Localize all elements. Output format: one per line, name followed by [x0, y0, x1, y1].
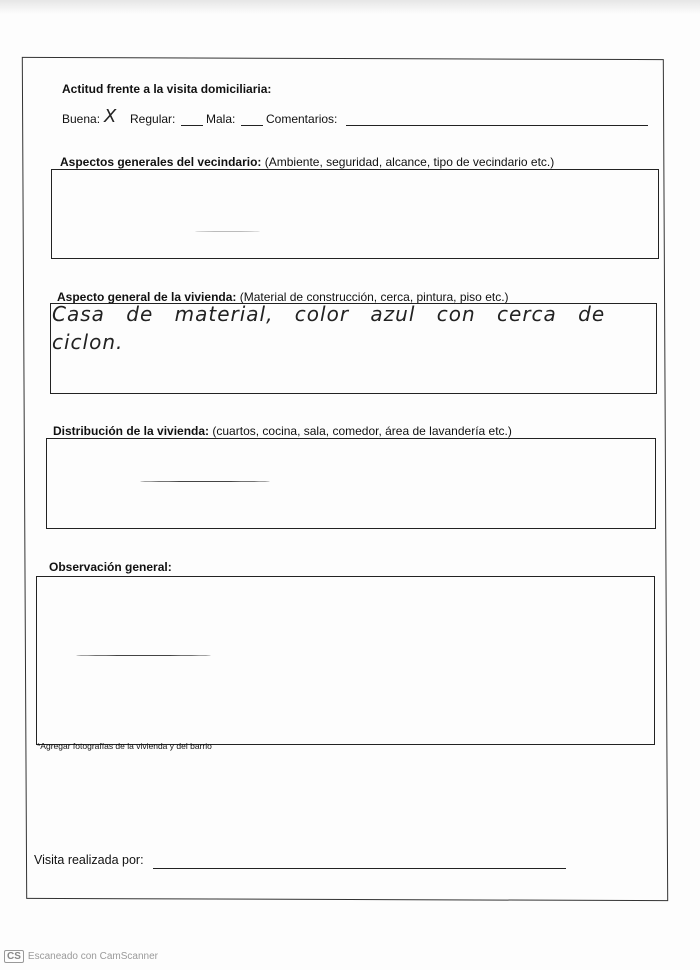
camscanner-text: Escaneado con CamScanner — [27, 951, 158, 962]
buena-label: Buena: — [62, 112, 101, 126]
visit-by-label: Visita realizada por: — [34, 853, 144, 867]
observation-title: Observación general: — [49, 560, 172, 574]
attitude-title: Actitud frente a la visita domiciliaria: — [62, 82, 272, 96]
regular-blank[interactable] — [181, 125, 203, 126]
observation-strike-line — [76, 655, 211, 656]
scan-shadow — [0, 0, 700, 14]
distribution-title: Distribución de la vivienda: — [53, 424, 210, 438]
camscanner-watermark — [4, 950, 158, 963]
comentarios-blank[interactable] — [346, 125, 648, 126]
distribution-hint: (cuartos, cocina, sala, comedor, área de lavandería etc.) — [212, 424, 512, 438]
mala-blank[interactable] — [241, 125, 263, 126]
regular-label: Regular: — [130, 112, 176, 126]
buena-mark[interactable]: X — [104, 106, 118, 127]
housing-handwriting-line1: Casa de material, color azul con cerca de — [52, 302, 606, 326]
distribution-strike-line — [140, 481, 270, 482]
visit-by-blank[interactable] — [153, 868, 566, 869]
housing-title: Aspecto general de la vivienda: — [57, 290, 237, 304]
observation-box[interactable] — [36, 576, 655, 745]
mala-label: Mala: — [206, 112, 236, 126]
distribution-box[interactable] — [46, 438, 656, 529]
faint-mark — [195, 231, 260, 232]
housing-hint: (Material de construcción, cerca, pintura, piso etc.) — [239, 290, 509, 304]
neighborhood-title: Aspectos generales del vecindario: — [60, 155, 262, 169]
neighborhood-heading — [60, 155, 554, 169]
neighborhood-hint: (Ambiente, seguridad, alcance, tipo de vecindario etc.) — [264, 155, 555, 169]
comentarios-label: Comentarios: — [266, 112, 338, 126]
neighborhood-box[interactable] — [51, 169, 659, 259]
footnote: *Agregar fotografías de la vivienda y del barrio — [37, 741, 212, 751]
distribution-heading — [53, 424, 512, 438]
camscanner-logo-icon: CS — [4, 950, 24, 963]
housing-handwriting-line2: ciclon. — [52, 330, 124, 354]
